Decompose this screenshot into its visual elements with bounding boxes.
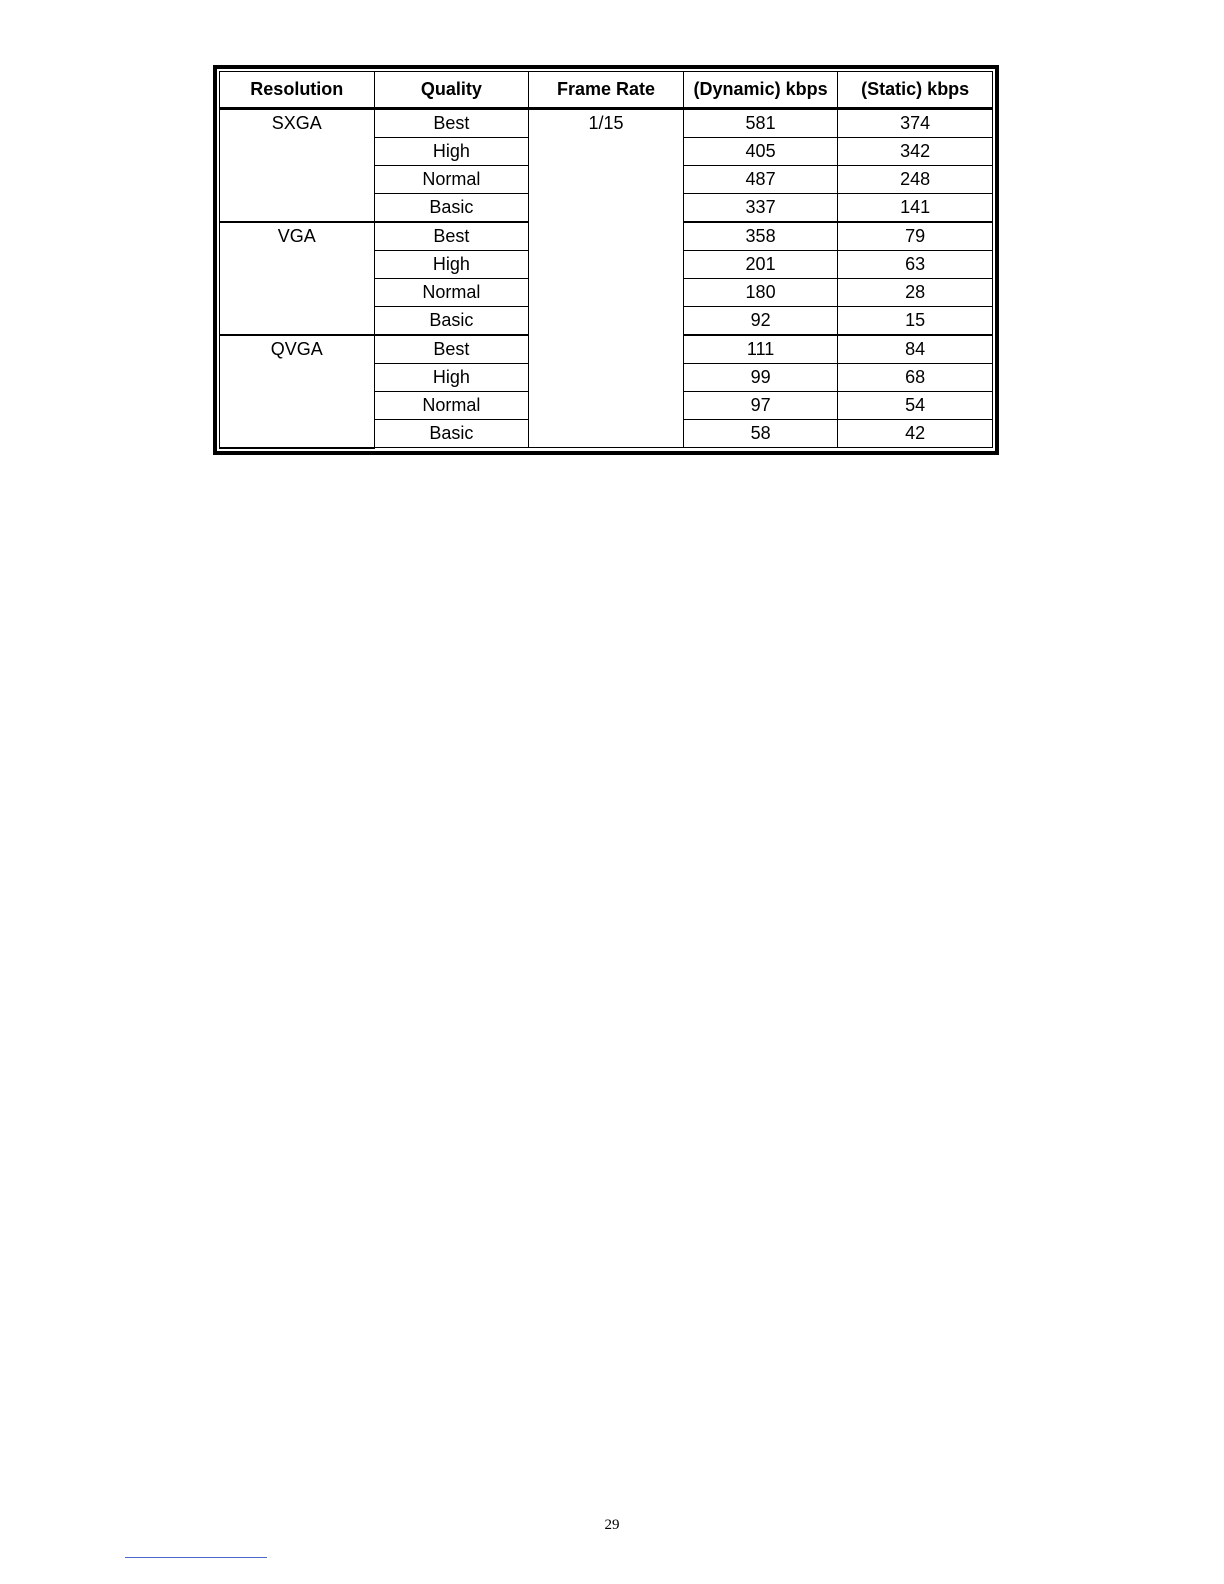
dynamic-kbps-cell: 99: [683, 364, 838, 392]
quality-cell: Normal: [374, 392, 529, 420]
header-quality: Quality: [374, 72, 529, 109]
dynamic-kbps-cell: 180: [683, 279, 838, 307]
dynamic-kbps-cell: 337: [683, 194, 838, 223]
dynamic-kbps-cell: 201: [683, 251, 838, 279]
bitrate-table: [219, 71, 993, 449]
table-row: [220, 109, 993, 138]
static-kbps-cell: 141: [838, 194, 993, 223]
static-kbps-cell: 68: [838, 364, 993, 392]
frame-rate-cell: 1/15: [529, 109, 684, 448]
quality-cell: High: [374, 251, 529, 279]
dynamic-kbps-cell: 405: [683, 138, 838, 166]
table-header-row: [220, 72, 993, 109]
quality-cell: Basic: [374, 194, 529, 223]
header-frame-rate: Frame Rate: [529, 72, 684, 109]
page-number: 29: [604, 1517, 620, 1533]
quality-cell: High: [374, 364, 529, 392]
dynamic-kbps-cell: 358: [683, 222, 838, 251]
bitrate-table-frame: [213, 65, 999, 455]
quality-cell: Best: [374, 222, 529, 251]
resolution-cell: SXGA: [220, 109, 375, 223]
quality-cell: Basic: [374, 420, 529, 448]
static-kbps-cell: 42: [838, 420, 993, 448]
header-dynamic-kbps: (Dynamic) kbps: [683, 72, 838, 109]
static-kbps-cell: 15: [838, 307, 993, 336]
resolution-cell: VGA: [220, 222, 375, 335]
dynamic-kbps-cell: 581: [683, 109, 838, 138]
quality-cell: Normal: [374, 279, 529, 307]
footnote-divider: [125, 1557, 267, 1558]
dynamic-kbps-cell: 487: [683, 166, 838, 194]
resolution-cell: QVGA: [220, 335, 375, 448]
quality-cell: Basic: [374, 307, 529, 336]
quality-cell: Normal: [374, 166, 529, 194]
dynamic-kbps-cell: 92: [683, 307, 838, 336]
quality-cell: Best: [374, 109, 529, 138]
static-kbps-cell: 374: [838, 109, 993, 138]
static-kbps-cell: 63: [838, 251, 993, 279]
static-kbps-cell: 28: [838, 279, 993, 307]
quality-cell: High: [374, 138, 529, 166]
static-kbps-cell: 79: [838, 222, 993, 251]
quality-cell: Best: [374, 335, 529, 364]
static-kbps-cell: 54: [838, 392, 993, 420]
header-resolution: Resolution: [220, 72, 375, 109]
static-kbps-cell: 342: [838, 138, 993, 166]
header-static-kbps: (Static) kbps: [838, 72, 993, 109]
static-kbps-cell: 248: [838, 166, 993, 194]
dynamic-kbps-cell: 111: [683, 335, 838, 364]
static-kbps-cell: 84: [838, 335, 993, 364]
dynamic-kbps-cell: 97: [683, 392, 838, 420]
dynamic-kbps-cell: 58: [683, 420, 838, 448]
